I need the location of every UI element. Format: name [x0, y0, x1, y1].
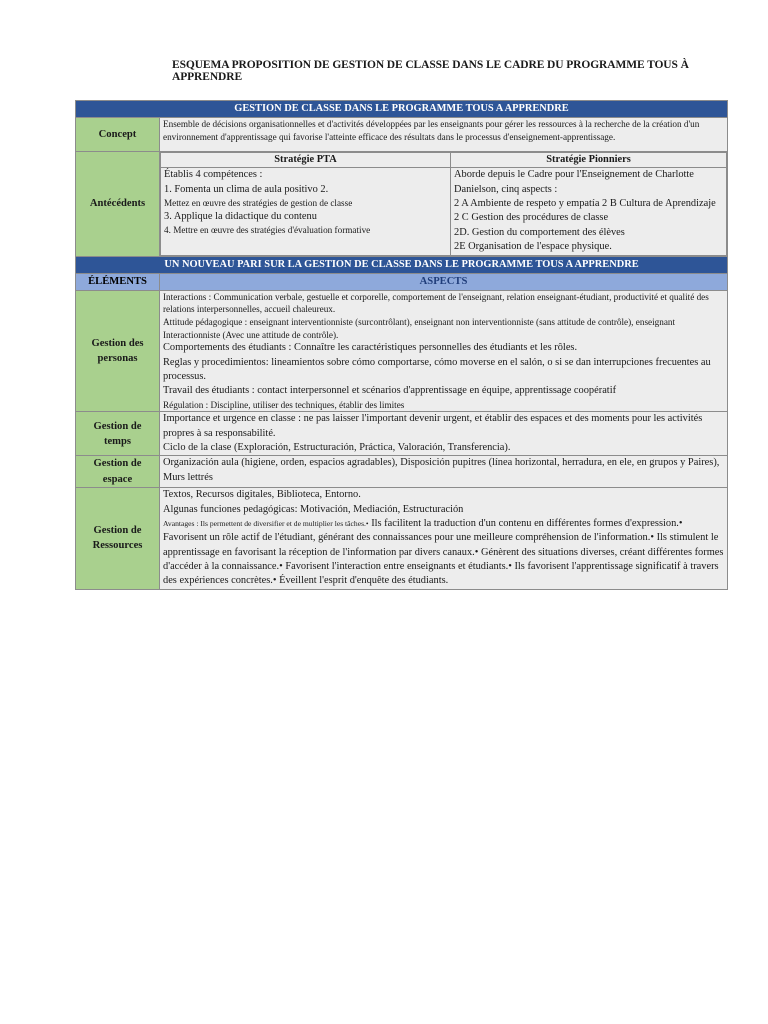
- personas-content: [160, 290, 728, 412]
- personas-line: Reglas y procedimientos: lineamientos sobre cómo comportarse, cómo moverse en el salón, o si se dan interrupciones frecuentes au processus.: [163, 356, 711, 382]
- espace-content: Organización aula (higiene, orden, espacios agradables), Disposición pupitres (línea horizontal, herradura, en ele, en grupos y Paires), Murs lettrés: [160, 456, 728, 488]
- pta-line: Mettez en œuvre des stratégies de gestion de classe: [164, 198, 353, 209]
- ressources-content: [160, 488, 728, 590]
- personas-label: [76, 290, 160, 412]
- personas-line: Attitude pédagogique : enseignant interventionniste (surcontrôlant), enseignant non interventionniste (sans attitude de contrôle), enseignant Interactionniste (Avec une attitude de contrôle).: [163, 316, 676, 340]
- ressources-label-line: Gestion de: [93, 525, 142, 537]
- ressources-advantages: [163, 517, 724, 589]
- espace-label: [76, 456, 160, 488]
- pionniers-line: 2D. Gestion du comportement des élèves: [454, 226, 625, 238]
- temps-row: [76, 412, 728, 456]
- pta-heading: Stratégie PTA: [161, 153, 451, 168]
- ressources-line: Algunas funciones pedagógicas: Motivación, Mediación, Estructuración: [163, 503, 464, 515]
- temps-label-line: Gestion de: [93, 420, 142, 432]
- antecedents-row: [76, 152, 728, 257]
- antecedents-cell: [160, 152, 728, 257]
- personas-label-line: personas: [97, 352, 138, 364]
- header-band-row: [76, 101, 728, 118]
- column-headers-row: [76, 273, 728, 290]
- concept-text: Ensemble de décisions organisationnelles et d'activités développées par les enseignants pour gérer les ressources à la recherche de la création d'un environnement d'apprentissage qui favorise l'atteinte efficace des résultats dans le processus d'enseignement-apprentissage.: [160, 118, 728, 152]
- antecedents-label: Antécédents: [76, 152, 160, 257]
- ressources-label-line: Ressources: [92, 540, 143, 552]
- document-title: ESQUEMA PROPOSITION DE GESTION DE CLASSE DANS LE CADRE DU PROGRAMME TOUS À APPRENDRE: [172, 59, 689, 83]
- espace-label-line: Gestion de: [93, 458, 142, 470]
- pionniers-line: 2 A Ambiente de respeto y empatía 2 B Cultura de Aprendizaje: [454, 198, 716, 210]
- antecedents-strategies: [160, 152, 727, 256]
- pta-line: 3. Applique la didactique du contenu: [164, 210, 317, 222]
- ressources-row: [76, 488, 728, 590]
- espace-label-line: espace: [102, 473, 133, 485]
- section-band: UN NOUVEAU PARI SUR LA GESTION DE CLASSE DANS LE PROGRAMME TOUS A APPRENDRE: [76, 256, 728, 273]
- personas-line: Travail des étudiants : contact interpersonnel et scénarios d'apprentissage en équipe, apprentissage coopératif: [163, 385, 617, 397]
- pta-content: [161, 168, 451, 255]
- pta-line: Établis 4 compétences :: [164, 169, 263, 181]
- pionniers-line: Aborde depuis le Cadre pour l'Enseignement de Charlotte Danielson, cinq aspects :: [454, 169, 694, 195]
- temps-line: Ciclo de la clase (Exploración, Estructuración, Práctica, Valoración, Transferencia).: [163, 442, 511, 454]
- temps-line: Importance et urgence en classe : ne pas laisser l'important devenir urgent, et établir des espaces et des moments pour les activités propres à sa responsabilité.: [163, 413, 703, 439]
- personas-line: Interactions : Communication verbale, gestuelle et corporelle, comportement de l'enseignant, relation enseignant-étudiant, productivité et qualité des relations interpersonnelles, accueil chaleureux.: [163, 291, 709, 315]
- personas-line: Comportements des étudiants : Connaître les caractéristiques personnelles des étudiants et les rôles.: [163, 342, 578, 354]
- espace-row: [76, 456, 728, 488]
- advantages-small-text: Avantages : Ils permettent de diversifier et de multiplier les tâches.•: [163, 518, 369, 528]
- temps-label-line: temps: [103, 435, 132, 447]
- header-band: GESTION DE CLASSE DANS LE PROGRAMME TOUS A APPRENDRE: [76, 101, 728, 118]
- pta-line: 4. Mettre en œuvre des stratégies d'évaluation formative: [164, 225, 371, 236]
- concept-label: Concept: [76, 118, 160, 152]
- section-band-row: [76, 256, 728, 273]
- classroom-management-table: [75, 100, 728, 590]
- pionniers-line: 2 C Gestion des procédures de classe: [454, 212, 609, 224]
- ressources-line: Textos, Recursos digitales, Biblioteca, Entorno.: [163, 489, 361, 501]
- temps-content: [160, 412, 728, 456]
- pionniers-heading: Stratégie Pionniers: [451, 153, 727, 168]
- aspects-heading: ASPECTS: [160, 273, 728, 290]
- elements-heading: ÉLÉMENTS: [76, 273, 160, 290]
- personas-row: [76, 290, 728, 412]
- personas-label-line: Gestion des: [91, 337, 144, 349]
- ressources-label: [76, 488, 160, 590]
- concept-row: [76, 118, 728, 152]
- personas-line: Régulation : Discipline, utiliser des techniques, établir des limites: [163, 399, 405, 410]
- pta-line: 1. Fomenta un clima de aula positivo 2.: [164, 183, 329, 195]
- advantages-text: Ils facilitent la traduction d'un contenu en différentes formes d'expression.• Favorisent un rôle actif de l'étudiant, générant des connaissances pour une meilleure compréhension de l'information.• Ils stimulent le apprentissage en favorisant la réception de l'information par divers canaux.• Génèrent des situations diverses, créant différentes formes d'accéder à la connaissance.• Favorisent l'interaction entre enseignants et étudiants.• Ils favorisent l'apprentissage significatif à travers des expériences concrètes.• Éveillent l'esprit d'enquête des étudiants.: [163, 517, 724, 587]
- pionniers-line: 2E Organisation de l'espace physique.: [454, 241, 612, 253]
- pionniers-content: [451, 168, 727, 255]
- temps-label: [76, 412, 160, 456]
